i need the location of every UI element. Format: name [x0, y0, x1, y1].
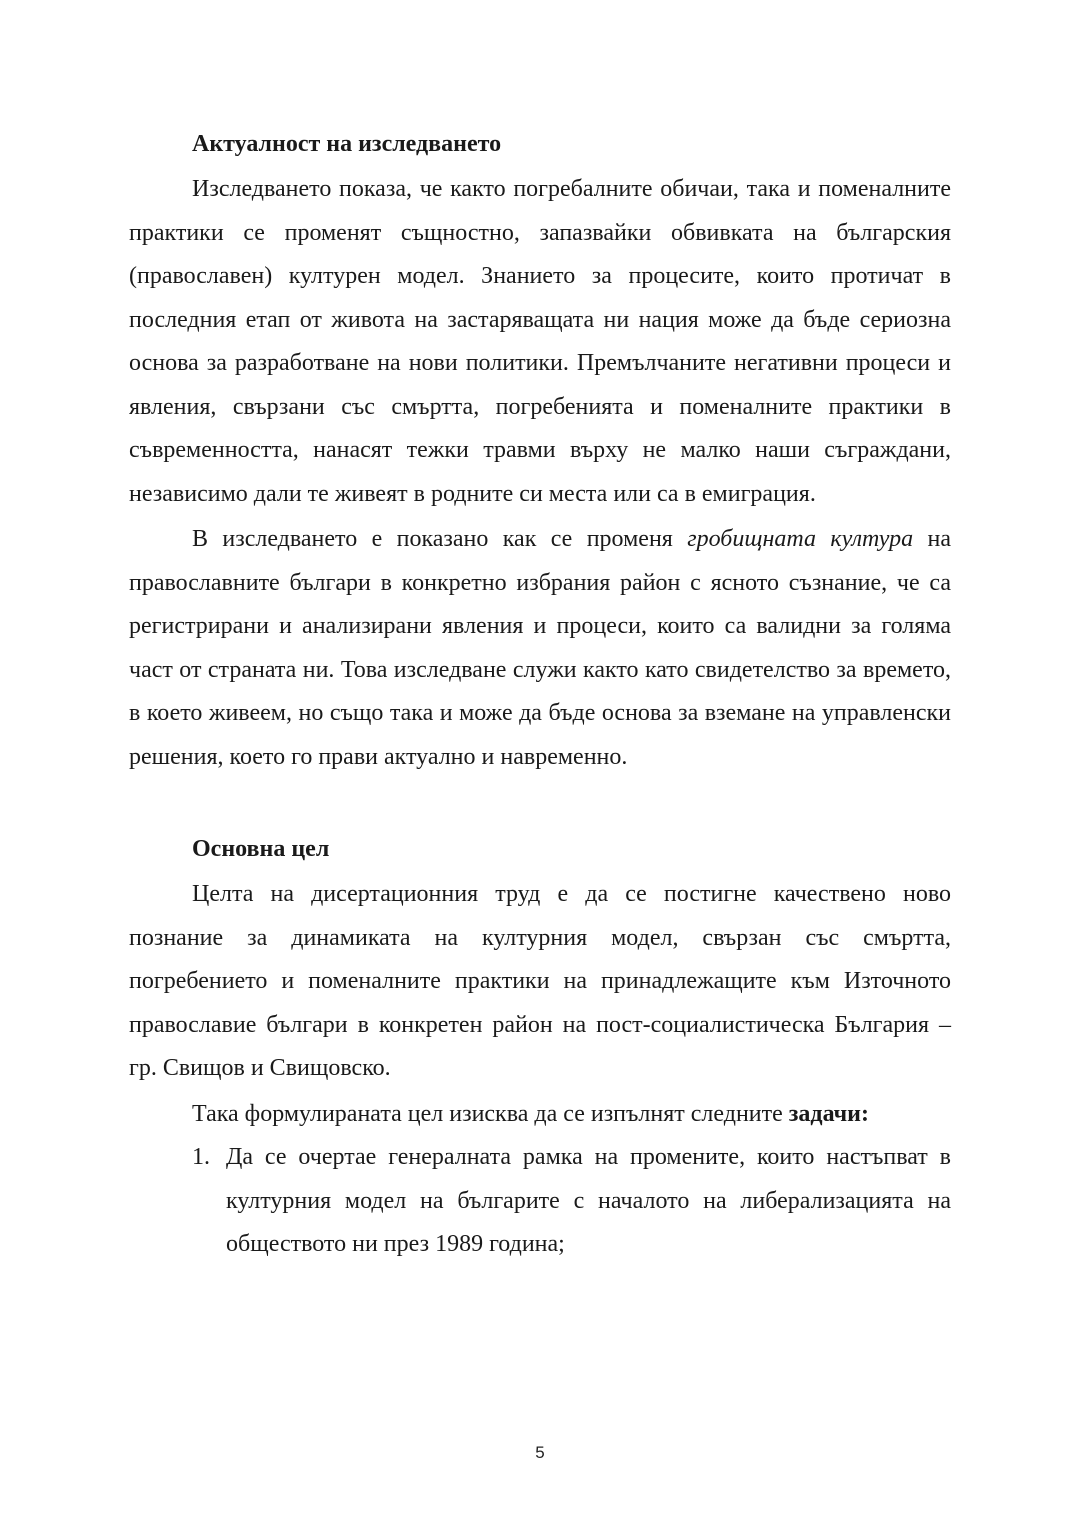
section-heading-relevance: Актуалност на изследването: [192, 131, 502, 157]
page-content: [129, 120, 951, 1267]
paragraph-text-segment: Така формулираната цел изисква да се изпълнят следните: [192, 1100, 789, 1127]
list-item-number: 1.: [192, 1144, 210, 1170]
paragraph-tasks-intro: [129, 1093, 951, 1137]
italic-term: гробищната култура: [687, 526, 914, 552]
bold-term: задачи: [788, 1100, 861, 1127]
paragraph-relevance-1: Изследването показа, че както погребалните обичаи, така и поменалните практики се променят същностно, запазвайки обвивката на българския (православен) културен модел. Знанието за процесите, които протичат в последния етап от живота на застаряващата ни нация може да бъде сериозна основа за разработване на нови политики. Премълчаните негативни процеси и явления, свързани със смъртта, погребенията и поменалните практики в съвременността, нанасят тежки травми върху не малко наши съграждани, независимо дали те живеят в родните си места или са в емиграция.: [129, 176, 951, 507]
paragraph-text-segment: на православните българи в конкретно избрания район с ясното съзнание, че са регистрирани и анализирани явления и процеси, които са валидни за голяма част от страната ни. Това изследване служи както като свидетелство за времето, в което живеем, но също така и може да бъде основа за вземане на управленски решения, което го прави актуално и навременно.: [129, 526, 951, 770]
task-list: [129, 1136, 951, 1267]
list-item-text: Да се очертае генералната рамка на промените, които настъпват в културния модел на българите с началото на либерализацията на обществото ни през 1989 година;: [226, 1144, 951, 1257]
paragraph-relevance-2: [129, 518, 951, 779]
section-spacer: [129, 779, 951, 825]
list-item: [129, 1136, 951, 1267]
paragraph-text-segment: В изследването е показано как се променя: [192, 526, 688, 552]
paragraph-main-goal: Целта на дисертационния труд е да се постигне качествено ново познание за динамиката на културния модел, свързан със смъртта, погребението и поменалните практики на принадлежащите към Източното православие българи в конкретен район на пост-социалистическа България – гр. Свищов и Свищовско.: [129, 881, 951, 1081]
paragraph-text-segment: :: [860, 1100, 869, 1127]
section-heading-main-goal: Основна цел: [192, 836, 330, 862]
page-number: 5: [535, 1443, 545, 1462]
